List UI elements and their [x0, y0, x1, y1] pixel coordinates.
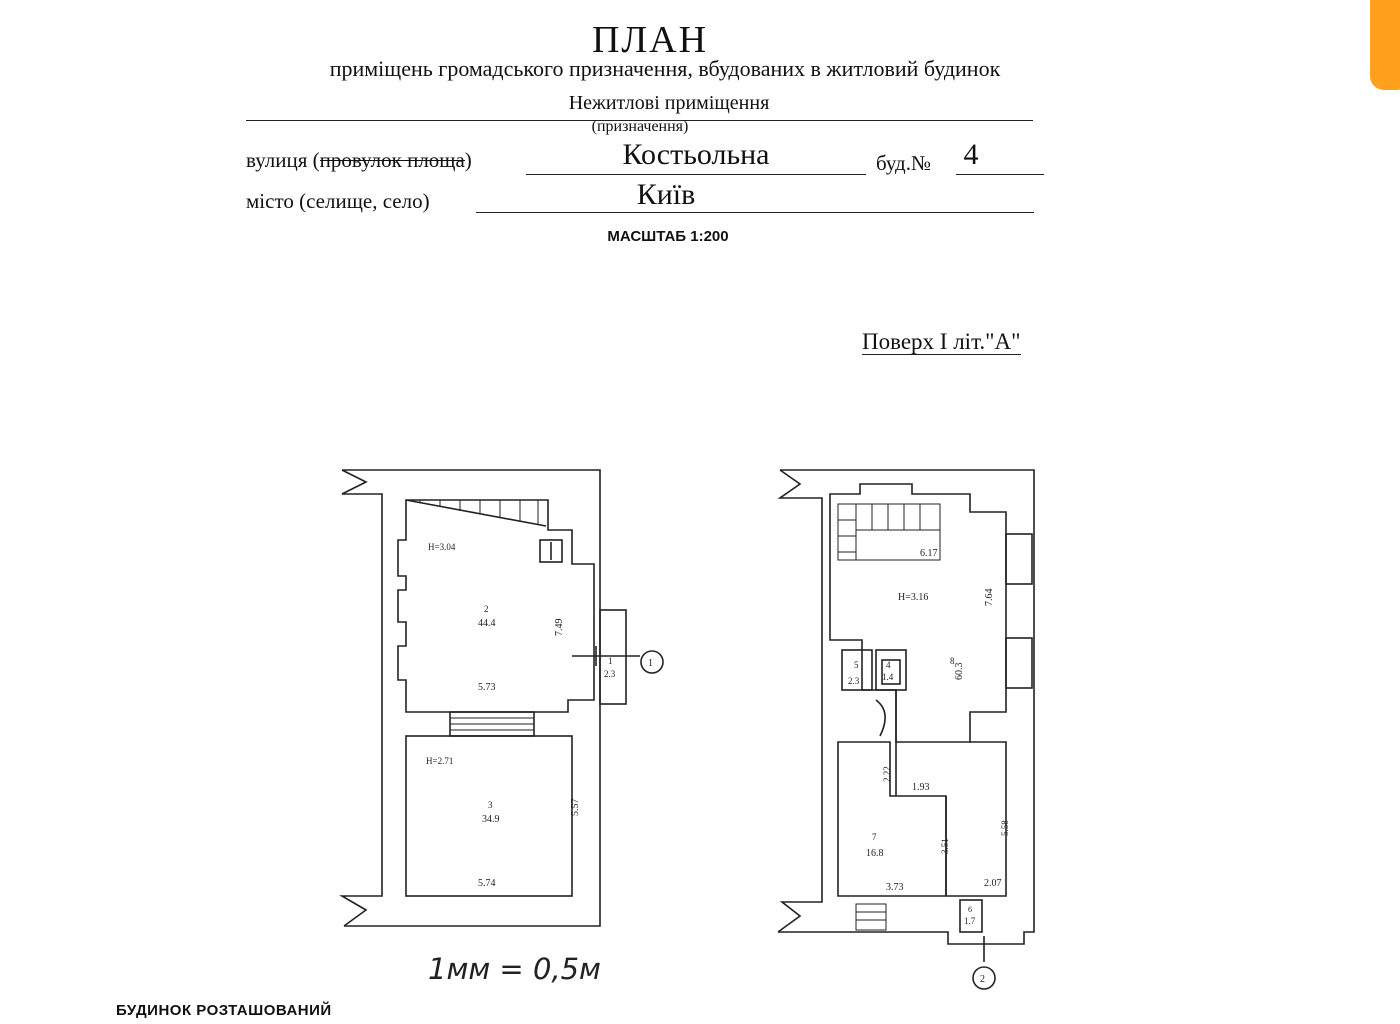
building-label: буд.№	[876, 151, 932, 175]
left-dim-top-side: 7.49	[554, 618, 565, 636]
left-room-top-area: 44.4	[478, 618, 496, 629]
street-label: вулиця (провулок площа)	[246, 148, 472, 172]
scrollbar-thumb[interactable]	[1370, 0, 1400, 90]
left-height-bottom: Н=2.71	[426, 756, 454, 766]
right-room-5-area: 2.3	[848, 676, 860, 686]
right-height-main: Н=3.16	[898, 592, 929, 603]
left-dim-bottom-side: 5.57	[570, 798, 581, 816]
right-dim-373: 3.73	[886, 882, 904, 893]
left-room-top-no: 2	[484, 604, 489, 614]
right-dim-207: 2.07	[984, 878, 1002, 889]
right-dim-side: 7.64	[984, 588, 995, 606]
footer-caption: БУДИНОК РОЗТАШОВАНИЙ	[116, 1002, 332, 1019]
right-dim-558: 5.58	[1000, 820, 1010, 836]
right-room-main-area: 60.3	[954, 662, 965, 680]
right-room-4-no: 4	[886, 660, 891, 670]
left-room-small-no: 1	[608, 656, 613, 666]
street-label-struck: провулок площа	[319, 148, 465, 172]
left-dim-bottom-bottom: 5.74	[478, 878, 496, 889]
left-room-bottom-area: 34.9	[482, 814, 500, 825]
right-dim-top: 6.17	[920, 548, 938, 559]
purpose-value: Нежитлові приміщення	[568, 92, 770, 114]
right-plan	[778, 470, 1034, 989]
right-room-5-no: 5	[854, 660, 859, 670]
floor-label: Поверх I літ."А"	[862, 329, 1021, 354]
right-dim-193: 1.93	[912, 782, 930, 793]
building-value: 4	[963, 138, 979, 171]
left-callout-1: 1	[648, 658, 653, 669]
right-dim-351: 3.51	[940, 838, 950, 854]
scale-label: МАСШТАБ 1:200	[607, 228, 729, 245]
left-room-small-area: 2.3	[604, 669, 616, 679]
right-dim-222: 2.22	[882, 766, 892, 782]
left-plan	[342, 470, 663, 926]
right-room-4-area: 1.4	[882, 672, 894, 682]
city-label: місто (селище, село)	[246, 189, 430, 213]
plan-title: ПЛАН	[591, 19, 709, 61]
right-room-main-no: 8	[950, 656, 955, 666]
left-room-bottom-no: 3	[488, 800, 493, 810]
city-value: Київ	[636, 178, 696, 211]
right-room-7-area: 16.8	[866, 848, 884, 859]
handwritten-scale-note: 1мм = 0,5м	[428, 952, 601, 986]
street-value: Костьольна	[622, 138, 770, 171]
right-room-7-no: 7	[872, 832, 877, 842]
purpose-caption: (призначення)	[591, 118, 689, 135]
left-height-top: Н=3.04	[428, 542, 456, 552]
right-room-small-area: 1.7	[964, 916, 976, 926]
left-dim-top-bottom: 5.73	[478, 682, 496, 693]
right-room-small-no: 6	[968, 905, 972, 914]
plan-subtitle: приміщень громадського призначення, вбудованих в житловий будинок	[329, 56, 1001, 81]
right-callout-2: 2	[980, 974, 985, 985]
